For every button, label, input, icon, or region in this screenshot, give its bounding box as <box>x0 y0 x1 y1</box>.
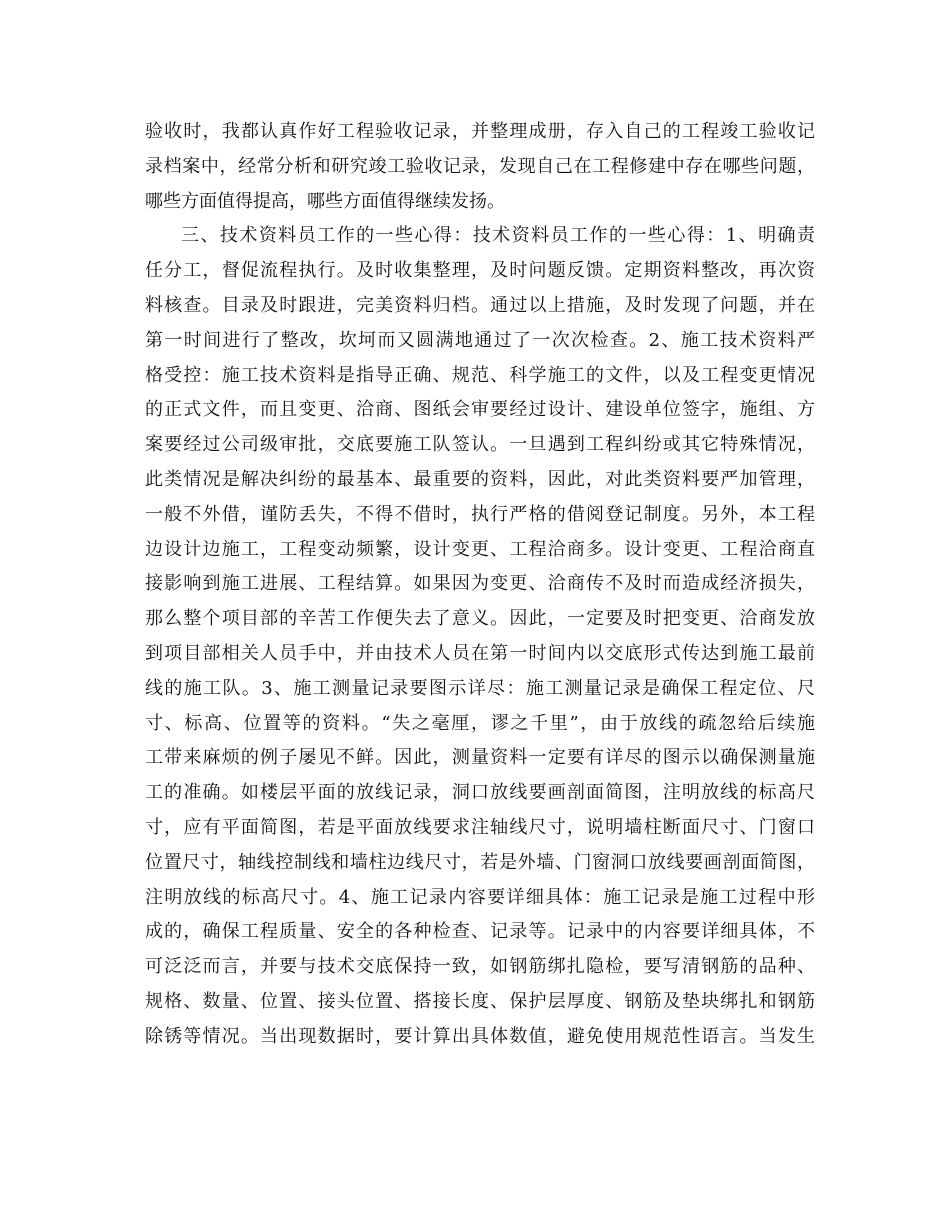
text-line: 工带来麻烦的例子屡见不鲜。因此，测量资料一定要有详尽的图示以确保测量施 <box>145 747 815 769</box>
text-line: 接影响到施工进展、工程结算。如果因为变更、洽商传不及时而造成经济损失， <box>145 573 815 595</box>
text-line: 三、技术资料员工作的一些心得：技术资料员工作的一些心得：1、明确责 <box>181 225 815 247</box>
text-line: 边设计边施工，工程变动频繁，设计变更、工程洽商多。设计变更、工程洽商直 <box>145 538 815 560</box>
text-line: 到项目部相关人员手中，并由技术人员在第一时间内以交底形式传达到施工最前 <box>145 642 815 664</box>
text-line: 注明放线的标高尺寸。4、施工记录内容要详细具体：施工记录是施工过程中形 <box>145 886 815 908</box>
text-line: 寸、标高、位置等的资料。“失之毫厘，谬之千里”，由于放线的疏忽给后续施 <box>145 712 815 734</box>
paragraph-2 <box>145 219 815 1054</box>
text-line: 哪些方面值得提高，哪些方面值得继续发扬。 <box>145 190 505 212</box>
text-line: 格受控：施工技术资料是指导正确、规范、科学施工的文件，以及工程变更情况 <box>145 364 815 386</box>
text-line: 工的准确。如楼层平面的放线记录，洞口放线要画剖面简图，注明放线的标高尺 <box>145 782 815 804</box>
text-line: 的正式文件，而且变更、洽商、图纸会审要经过设计、建设单位签字，施组、方 <box>145 399 815 421</box>
text-line: 可泛泛而言，并要与技术交底保持一致，如钢筋绑扎隐检，要写清钢筋的品种、 <box>145 956 815 978</box>
paragraph-1 <box>145 115 815 219</box>
text-line: 成的，确保工程质量、安全的各种检查、记录等。记录中的内容要详细具体，不 <box>145 921 815 943</box>
text-line: 验收时，我都认真作好工程验收记录，并整理成册，存入自己的工程竣工验收记 <box>145 121 815 142</box>
text-line: 录档案中，经常分析和研究竣工验收记录，发现自己在工程修建中存在哪些问题， <box>145 155 815 177</box>
text-line: 一般不外借，谨防丢失，不得不借时，执行严格的借阅登记制度。另外，本工程 <box>145 503 815 525</box>
text-line: 那么整个项目部的辛苦工作便失去了意义。因此，一定要及时把变更、洽商发放 <box>145 608 815 630</box>
document-body <box>145 115 815 1055</box>
text-line: 除锈等情况。当出现数据时，要计算出具体数值，避免使用规范性语言。当发生 <box>145 1025 815 1047</box>
text-line: 案要经过公司级审批，交底要施工队签认。一旦遇到工程纠纷或其它特殊情况， <box>145 434 815 456</box>
text-line: 此类情况是解决纠纷的最基本、最重要的资料，因此，对此类资料要严加管理， <box>145 468 815 490</box>
text-line: 任分工，督促流程执行。及时收集整理，及时问题反馈。定期资料整改，再次资 <box>145 260 815 282</box>
text-line: 第一时间进行了整改，坎坷而又圆满地通过了一次次检查。2、施工技术资料严 <box>145 329 815 351</box>
text-line: 寸，应有平面简图，若是平面放线要求注轴线尺寸，说明墙柱断面尺寸、门窗口 <box>145 816 815 838</box>
text-line: 线的施工队。3、施工测量记录要图示详尽：施工测量记录是确保工程定位、尺 <box>145 677 815 699</box>
text-line: 规格、数量、位置、接头位置、搭接长度、保护层厚度、钢筋及垫块绑扎和钢筋 <box>145 990 815 1012</box>
text-line: 位置尺寸，轴线控制线和墙柱边线尺寸，若是外墙、门窗洞口放线要画剖面简图， <box>145 851 815 873</box>
text-line: 料核查。目录及时跟进，完美资料归档。通过以上措施，及时发现了问题，并在 <box>145 294 815 316</box>
